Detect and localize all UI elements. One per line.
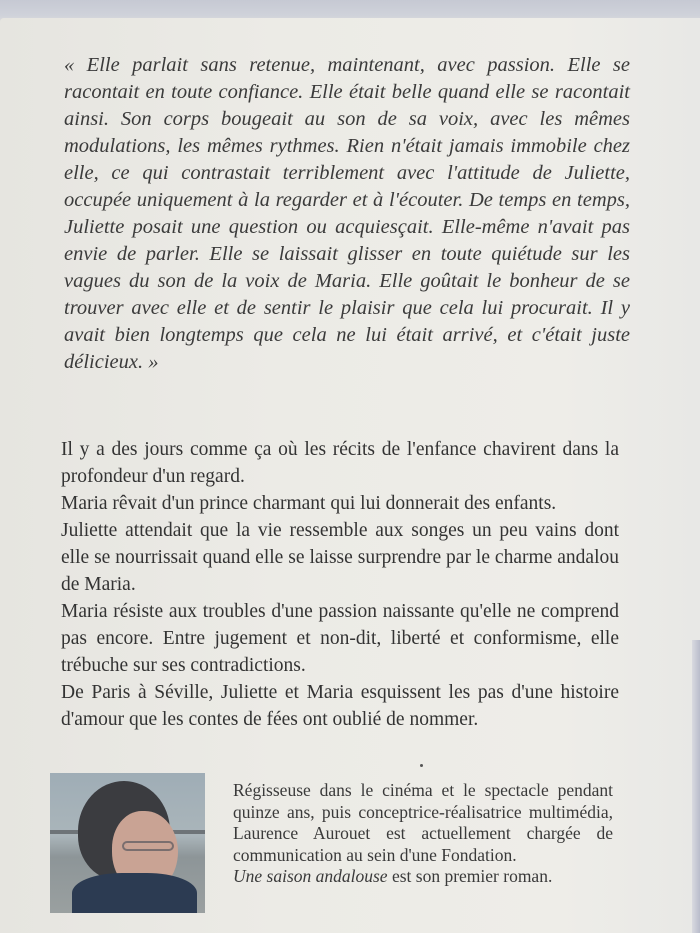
excerpt-quote — [64, 52, 630, 376]
blurb-paragraph: Il y a des jours comme ça où les récits de l'enfance chavirent dans la profondeur d'un regard. — [61, 439, 619, 487]
page-edge-shadow — [692, 640, 700, 933]
blurb-paragraph: Maria résiste aux troubles d'une passion naissante qu'elle ne comprend pas encore. Entre jugement et non-dit, liberté et conformisme, elle trébuche sur ses contradictions. — [61, 601, 619, 676]
blurb-paragraph: Juliette attendait que la vie ressemble aux songes un peu vains dont elle se nourrissait quand elle se laisse surprendre par le charme andalou de Maria. — [61, 520, 619, 595]
excerpt-text: « Elle parlait sans retenue, maintenant, avec passion. Elle se racontait en toute confiance. Elle était belle quand elle se racontait ainsi. Son corps bougeait au son de sa voix, avec les mêmes modulations, les mêmes rythmes. Rien n'était jamais immobile chez elle, ce qui contrastait terriblement avec l'attitude de Juliette, occupée uniquement à la regarder et à l'écouter. De temps en temps, Juliette posait une question ou acquiesçait. Elle-même n'avait pas envie de parler. Elle se laissait glisser en toute quiétude sur les vagues du son de la voix de Maria. Elle goûtait le bonheur de se trouver avec elle et de sentir le plaisir que cela lui procurait. Il y avait bien longtemps que cela ne lui était arrivé, et c'était juste délicieux. » — [64, 54, 630, 373]
book-blurb — [61, 436, 619, 733]
photo-glasses — [122, 841, 174, 851]
print-speck — [420, 764, 423, 767]
blurb-paragraph: De Paris à Séville, Juliette et Maria esquissent les pas d'une histoire d'amour que les contes de fées ont oublié de nommer. — [61, 682, 619, 730]
author-bio-text: Régisseuse dans le cinéma et le spectacle pendant quinze ans, puis conceptrice-réalisatrice multimédia, Laurence Aurouet est actuellement chargée de communication au sein d'une Fondation. — [233, 780, 613, 865]
author-bio — [233, 780, 613, 888]
author-photo — [50, 773, 205, 913]
book-title: Une saison andalouse — [233, 866, 388, 886]
first-novel-text: est son premier roman. — [387, 866, 553, 886]
photo-scarf — [72, 873, 197, 913]
blurb-paragraph: Maria rêvait d'un prince charmant qui lui donnerait des enfants. — [61, 493, 557, 514]
author-first-novel-line — [233, 866, 613, 888]
